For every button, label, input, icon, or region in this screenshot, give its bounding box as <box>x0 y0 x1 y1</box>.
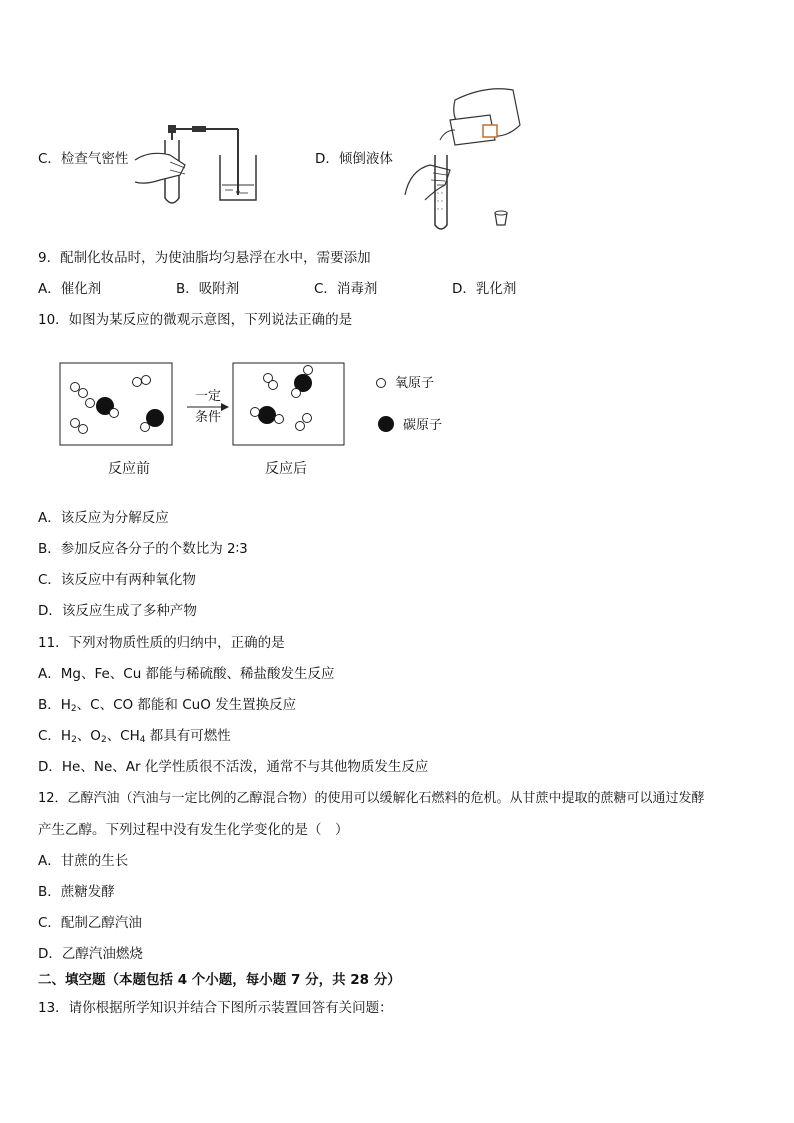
q11-option-b: B．$H_2$、C、CO 都能和 CuO 发生置换反应 <box>38 697 297 714</box>
q11-option-c: C．$H_2$、$O_2$、$CH_4$ 都具有可燃性 <box>38 728 231 745</box>
before-box <box>60 363 172 445</box>
before-label: 反应前 <box>108 461 150 477</box>
q12-option-d: D．乙醇汽油燃烧 <box>38 946 143 962</box>
q9-option-d: D．乳化剂 <box>452 281 517 297</box>
q10-option-a: A．该反应为分解反应 <box>38 510 169 526</box>
reaction-diagram <box>55 355 455 485</box>
legend-carbon-label: 碳原子 <box>403 418 443 433</box>
q12-stem-line1: 12．乙醇汽油（汽油与一定比例的乙醇混合物）的使用可以缓解化石燃料的危机。从甘蔗中提取的蔗糖可以通过发酵 <box>38 791 705 806</box>
q9-stem: 9．配制化妆品时，为使油脂均匀悬浮在水中，需要添加 <box>38 250 371 266</box>
q8-option-d: D．倾倒液体 <box>315 151 393 167</box>
q12-option-c: C．配制乙醇汽油 <box>38 915 142 931</box>
q11-stem: 11．下列对物质性质的归纳中，正确的是 <box>38 635 285 651</box>
q8-option-c: C．检查气密性 <box>38 151 129 167</box>
q10-stem: 10．如图为某反应的微观示意图，下列说法正确的是 <box>38 312 353 328</box>
arrow-label-bottom: 条件 <box>194 410 222 425</box>
arrow-label-top: 一定 <box>194 389 222 404</box>
section2-title: 二、填空题（本题包括 4 个小题，每小题 7 分，共 28 分） <box>38 972 401 988</box>
legend-oxygen-label: 氧原子 <box>395 376 435 391</box>
q9-option-a: A．催化剂 <box>38 281 102 297</box>
after-box <box>233 363 344 445</box>
q9-option-b: B．吸附剂 <box>176 281 240 297</box>
q13-stem: 13．请你根据所学知识并结合下图所示装置回答有关问题： <box>38 1000 393 1016</box>
q11-option-a: A．Mg、Fe、Cu 都能与稀硫酸、稀盐酸发生反应 <box>38 666 335 682</box>
legend-oxygen-symbol <box>377 379 386 388</box>
after-label: 反应后 <box>265 461 307 477</box>
airtightness-check-figure <box>130 110 260 210</box>
q12-option-b: B．蔗糖发酵 <box>38 884 115 900</box>
q10-option-c: C．该反应中有两种氧化物 <box>38 572 196 588</box>
q12-option-a: A．甘蔗的生长 <box>38 853 129 869</box>
q9-option-c: C．消毒剂 <box>314 281 378 297</box>
q12-stem-line2: 产生乙醇。下列过程中没有发生化学变化的是（ ） <box>38 822 349 838</box>
q10-option-b: B．参加反应各分子的个数比为 2∶3 <box>38 541 248 557</box>
legend-carbon-symbol <box>378 416 394 432</box>
q10-option-d: D．该反应生成了多种产物 <box>38 603 197 619</box>
q11-option-d: D．He、Ne、Ar 化学性质很不活泼，通常不与其他物质发生反应 <box>38 759 429 775</box>
pour-liquid-figure <box>395 85 530 235</box>
